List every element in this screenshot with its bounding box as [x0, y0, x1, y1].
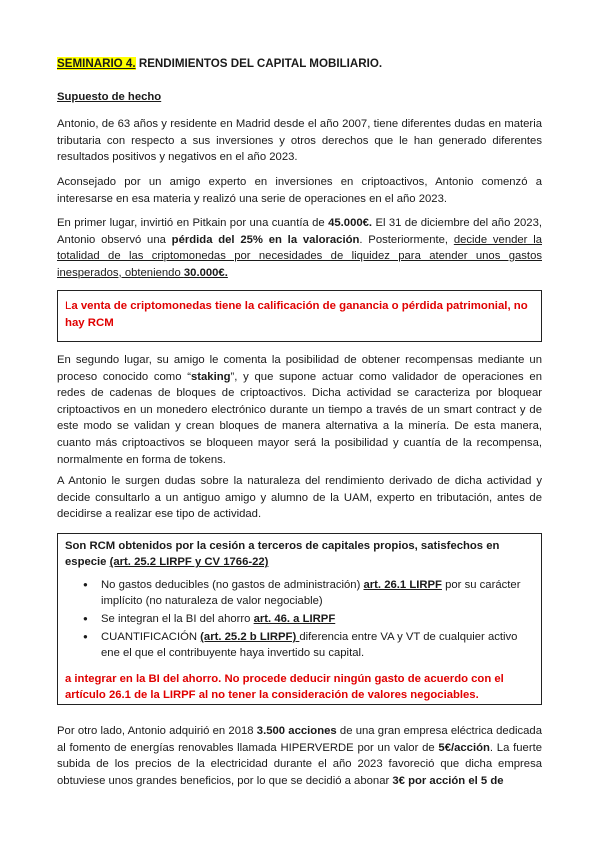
legal-reference: (art. 25.2 LIRPF y CV 1766-22): [109, 556, 269, 569]
investment-amount: 45.000€.: [328, 217, 373, 229]
sale-amount: 30.000€.: [183, 266, 228, 279]
paragraph-advice: Aconsejado por un amigo experto en inversiones en criptoactivos, Antonio comenzó a interesarse en esa materia y realizó una serie de operaciones en el año 2023.: [57, 176, 542, 205]
title-text: RENDIMIENTOS DEL CAPITAL MOBILIARIO.: [135, 57, 383, 70]
paragraph-hiperverde: Por otro lado, Antonio adquirió en 2018 3.500 acciones de una gran empresa eléctrica dedicada al fomento de energías renovables llamada HIPERVERDE por un valor de 5€/acción. La fuerte subida de los precios de la electricidad durante el año 2023 favoreció que dicha empresa obtuviese unos grandes beneficios, por lo que se decidió a abonar 3€ por acción el 5 de: [57, 725, 542, 787]
answer-heading: Son RCM obtenidos por la cesión a terceros de capitales propios, satisfechos en especie (art. 25.2 LIRPF y CV 1766-22): [65, 540, 500, 569]
answer-box-crypto-sale: [57, 290, 542, 342]
list-item: ● CUANTIFICACIÓN (art. 25.2 b LIRPF) diferencia entre VA y VT de cualquier activo ene el que el contribuyente haya invertido su capital.: [101, 629, 534, 662]
paragraph-intro: Antonio, de 63 años y residente en Madrid desde el año 2007, tiene diferentes dudas en materia tributaria con respecto a sus inversiones y otros derechos que le han generado diferentes resultados positivos y negativos en el año 2023.: [57, 118, 542, 164]
paragraph-staking: En segundo lugar, su amigo le comenta la posibilidad de obtener recompensas mediante un proceso conocido como “staking”, y que supone actuar como validador de operaciones en redes de cadenas de bloques de criptoactivos. Dicha actividad se caracteriza por bloquear criptoactivos en un monedero electrónico durante un tiempo a través de un smart contract y de este modo se validan y crean bloques de manera alternativa a la minería. De esta manera, cuanto más criptoactivos se bloqueen mayor será la posibilidad y cuantía de la recompensa, normalmente en forma de tokens.: [57, 354, 542, 466]
seminar-number: SEMINARIO 4.: [57, 57, 136, 70]
answer-box-staking: [57, 533, 542, 705]
loss-percentage: pérdida del 25% en la valoración: [171, 233, 360, 246]
shares-count: 3.500 acciones: [256, 725, 337, 737]
dividend-amount: 3€ por acción el 5 de: [392, 774, 504, 787]
answer-bullets: [65, 577, 534, 662]
paragraph-pitkain: En primer lugar, invirtió en Pitkain por una cuantía de 45.000€. El 31 de diciembre del año 2023, Antonio observó una pérdida del 25% en la valoración. Posteriormente, decide vender la totalidad de las criptomonedas por necesidades de liquidez para atender unos gastos inesperados, obteniendo 30.000€.: [57, 217, 543, 279]
paragraph-doubts: A Antonio le surgen dudas sobre la naturaleza del rendimiento derivado de dicha actividad y decide consultarlo a un antiguo amigo y alumno de la UAM, experto en tributación, antes de decidirse a realizar ese tipo de actividad.: [57, 475, 542, 521]
share-price: 5€/acción: [438, 741, 490, 754]
list-item: ● Se integran el la BI del ahorro art. 46. a LIRPF: [101, 611, 534, 627]
list-item: ● No gastos deducibles (no gastos de administración) art. 26.1 LIRPF por su carácter implícito (no naturaleza de valor negociable): [101, 577, 534, 610]
section-subheading: Supuesto de hecho: [57, 91, 162, 103]
answer-conclusion: a integrar en la BI del ahorro. No procede deducir ningún gasto de acuerdo con el artículo 26.1 de la LIRPF al no tener la consideración de valores negociables.: [65, 672, 504, 702]
staking-term: staking: [190, 370, 231, 383]
answer-text: La venta de criptomonedas tiene la calificación de ganancia o pérdida patrimonial, no hay RCM: [65, 300, 528, 329]
page-title: [57, 56, 542, 73]
